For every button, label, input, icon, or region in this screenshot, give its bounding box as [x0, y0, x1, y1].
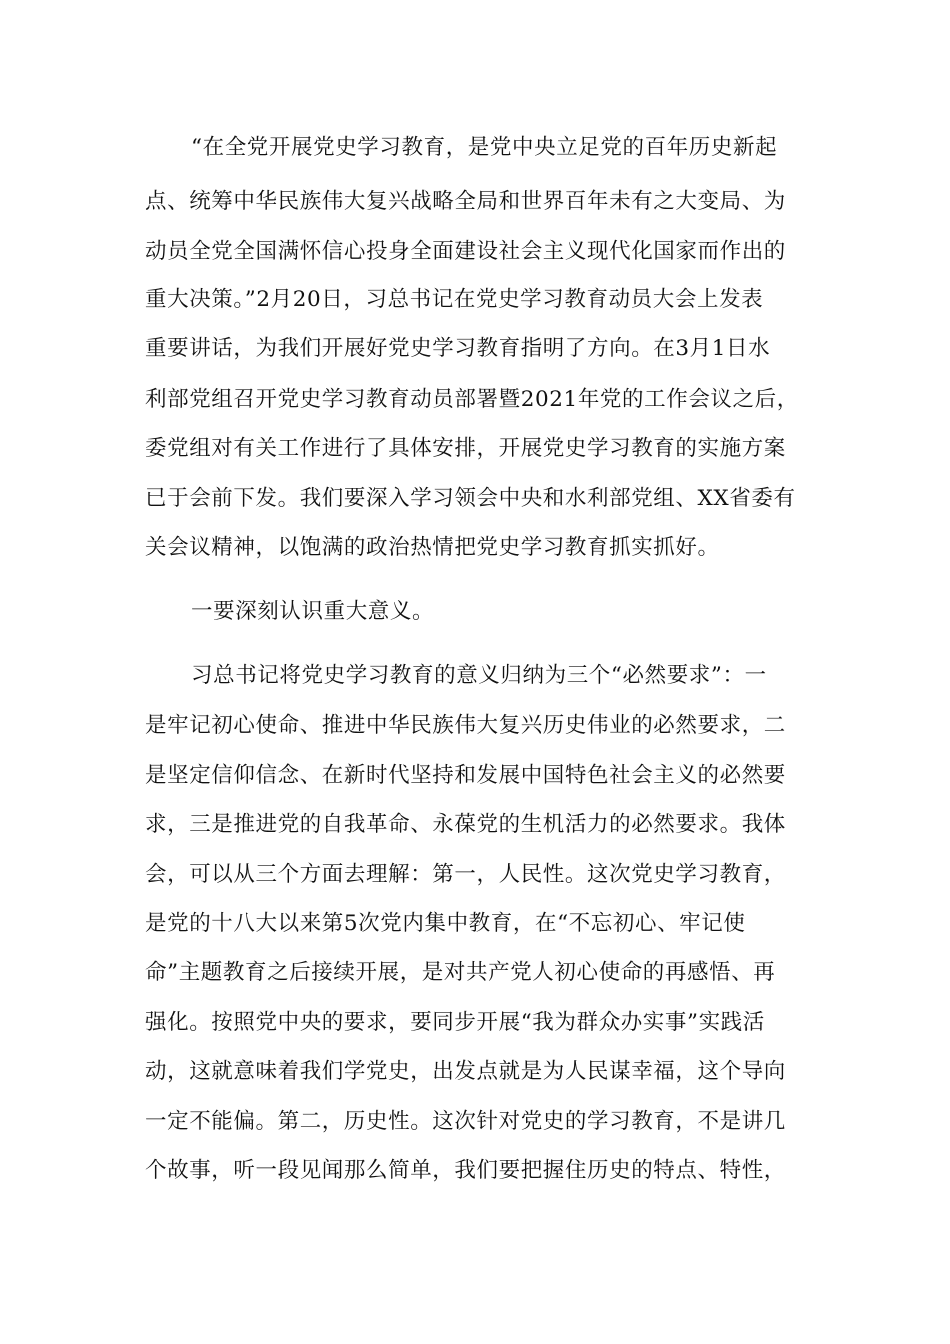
paragraph-1-line-6: 利部党组召开党史学习教育动员部署暨2021年党的工作会议之后， [145, 387, 799, 412]
section-heading: 一要深刻认识重大意义。 [191, 599, 435, 624]
paragraph-3-line-6: 是党的十八大以来第5次党内集中教育，在“不忘初心、牢记使 [145, 911, 746, 936]
paragraph-3-line-10: 一定不能偏。第二，历史性。这次针对党史的学习教育，不是讲几 [145, 1109, 786, 1134]
paragraph-3-line-11: 个故事，听一段见闻那么简单，我们要把握住历史的特点、特性， [145, 1158, 786, 1183]
paragraph-1-line-7: 委党组对有关工作进行了具体安排，开展党史学习教育的实施方案 [145, 436, 786, 461]
paragraph-1-line-1: “在全党开展党史学习教育，是党中央立足党的百年历史新起 [191, 135, 778, 160]
paragraph-1-line-2: 点、统筹中华民族伟大复兴战略全局和世界百年未有之大变局、为 [145, 189, 786, 214]
paragraph-1-line-8: 已于会前下发。我们要深入学习领会中央和水利部党组、XX省委有 [145, 486, 796, 511]
paragraph-3-line-4: 求，三是推进党的自我革命、永葆党的生机活力的必然要求。我体 [145, 812, 786, 837]
paragraph-1-line-3: 动员全党全国满怀信心投身全面建设社会主义现代化国家而作出的 [145, 239, 786, 264]
paragraph-3-line-9: 动，这就意味着我们学党史，出发点就是为人民谋幸福，这个导向 [145, 1059, 786, 1084]
paragraph-3-line-2: 是牢记初心使命、推进中华民族伟大复兴历史伟业的必然要求，二 [145, 713, 786, 738]
paragraph-3-line-5: 会，可以从三个方面去理解：第一，人民性。这次党史学习教育， [145, 862, 786, 887]
paragraph-3-line-7: 命”主题教育之后接续开展，是对共产党人初心使命的再感悟、再 [145, 960, 776, 985]
paragraph-3-line-8: 强化。按照党中央的要求，要同步开展“我为群众办实事”实践活 [145, 1010, 765, 1035]
paragraph-1-line-4: 重大决策。”2月20日，习总书记在党史学习教育动员大会上发表 [145, 287, 764, 312]
paragraph-1-line-5: 重要讲话，为我们开展好党史学习教育指明了方向。在3月1日水 [145, 336, 771, 361]
paragraph-1-line-9: 关会议精神，以饱满的政治热情把党史学习教育抓实抓好。 [145, 535, 720, 560]
paragraph-3-line-3: 是坚定信仰信念、在新时代坚持和发展中国特色社会主义的必然要 [145, 763, 786, 788]
paragraph-3-line-1: 习总书记将党史学习教育的意义归纳为三个“必然要求”：一 [191, 663, 767, 688]
